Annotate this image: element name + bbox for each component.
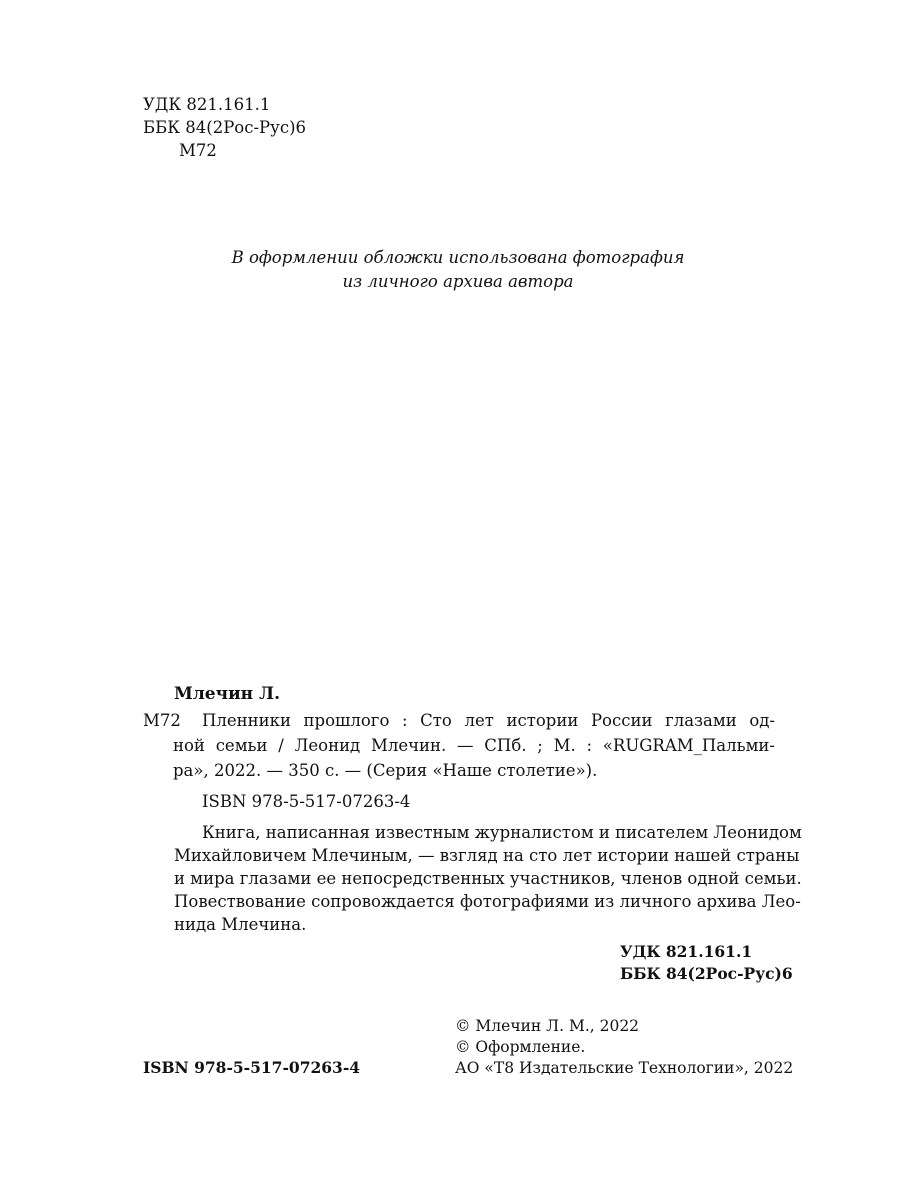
udk-code-bottom: УДК 821.161.1 [620,942,753,961]
annotation-line: Михайловичем Млечиным, — взгляд на сто лет истории нашей страны [174,846,800,865]
record-isbn: ISBN 978-5-517-07263-4 [202,792,411,811]
cover-note [0,246,900,294]
record-line: Пленники прошлого : Сто лет истории России глазами од- [202,711,775,730]
cover-note-line: из личного архива автора [342,272,574,291]
annotation-line: Книга, написанная известным журналистом и писателем Леонидом [202,823,802,842]
record-line: ра», 2022. — 350 с. — (Серия «Наше столетие»). [173,761,598,780]
annotation-line: нида Млечина. [174,915,307,934]
bottom-classification [620,941,793,985]
footer-isbn: ISBN 978-5-517-07263-4 [143,1058,361,1077]
udk-code: УДК 821.161.1 [143,95,271,114]
annotation-line: и мира глазами ее непосредственных участников, членов одной семьи. [174,869,802,888]
author-mark: М72 [179,141,217,160]
copyright-line: АО «Т8 Издательские Технологии», 2022 [455,1059,794,1077]
record-line: ной семьи / Леонид Млечин. — СПб. ; М. : «RUGRAM_Пальми- [173,736,775,755]
copyright-block [455,1016,794,1079]
copyright-line: © Оформление. [455,1038,586,1056]
bibliographic-record [143,708,775,783]
cover-note-line: В оформлении обложки использована фотография [231,248,685,267]
author-heading: Млечин Л. [174,684,280,704]
record-author-mark: М72 [143,711,181,730]
top-classification [143,93,306,162]
bbk-code: ББК 84(2Рос-Рус)6 [143,118,307,137]
annotation [174,821,802,936]
annotation-line: Повествование сопровождается фотографиями из личного архива Лео- [174,892,801,911]
copyright-line: © Млечин Л. М., 2022 [455,1017,640,1035]
bbk-code-bottom: ББК 84(2Рос-Рус)6 [620,964,793,983]
